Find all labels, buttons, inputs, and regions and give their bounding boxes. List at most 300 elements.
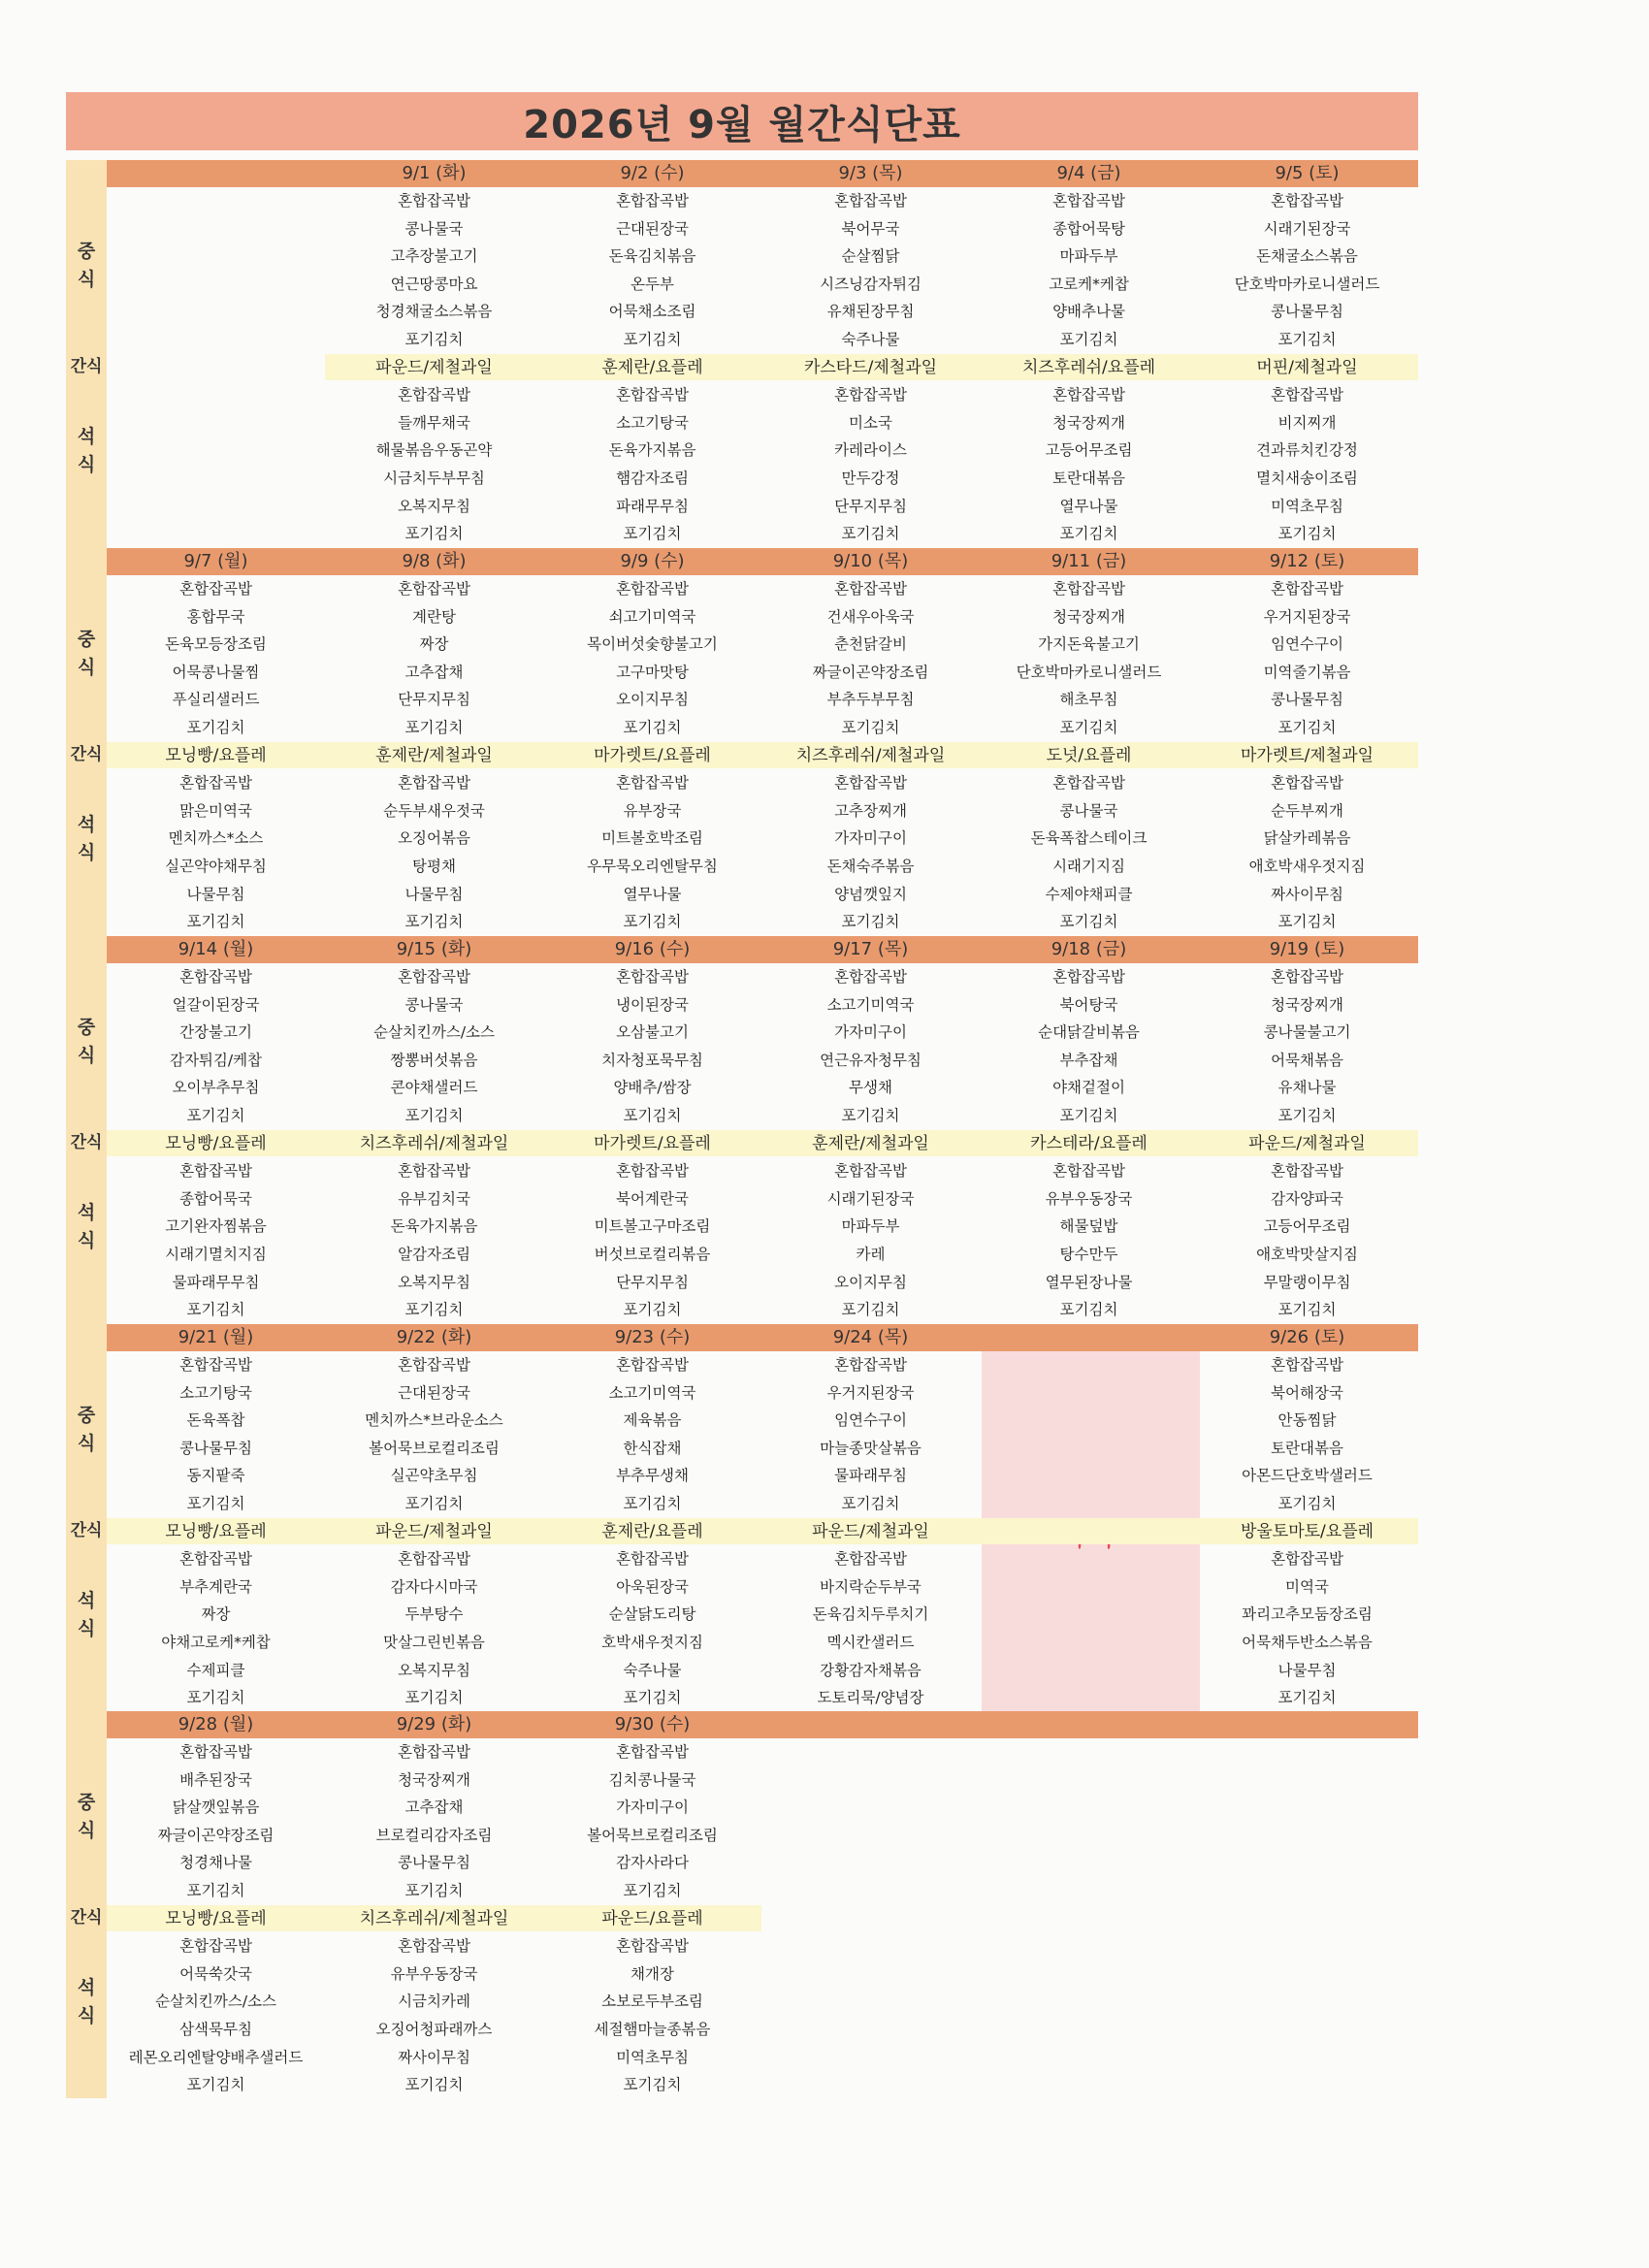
- snack-menu-item: 훈제란/제철과일: [812, 1133, 929, 1153]
- dinner-menu-item: 나물무침: [404, 885, 464, 903]
- lunch-menu-item: 짜장: [419, 635, 449, 654]
- dinner-menu-item: 세절햄마늘종볶음: [594, 2021, 711, 2038]
- dinner-menu-item: 북어계란국: [616, 1189, 689, 1208]
- lunch-menu-item: 안동찜닭: [1277, 1411, 1337, 1430]
- dinner-menu-item: 탕평채: [412, 858, 456, 875]
- dinner-menu-item: 포기김치: [623, 913, 682, 931]
- dinner-menu-item: 혼합잡곡밥: [398, 774, 470, 793]
- dinner-menu-item: [107, 520, 325, 547]
- lunch-menu-item: 볼어묵브로컬리조림: [587, 1826, 718, 1844]
- dinner-menu-item: 만두강정: [841, 470, 900, 487]
- lunch-menu-item: 혼합잡곡밥: [834, 580, 907, 598]
- snack-label: 간식: [70, 744, 103, 764]
- dinner-menu-item: 채개장: [630, 1964, 674, 1983]
- snack-label: 간식: [70, 356, 103, 376]
- dinner-menu-item: 혼합잡곡밥: [1052, 386, 1125, 405]
- dinner-menu-item: 물파래무무침: [172, 1273, 260, 1291]
- dinner-menu-item: 포기김치: [404, 1301, 464, 1319]
- dinner-menu-item: 혼합잡곡밥: [616, 1937, 689, 1956]
- dinner-menu-item: 혼합잡곡밥: [1052, 774, 1125, 793]
- snack-menu-item: 파운드/제철과일: [375, 1521, 493, 1541]
- dinner-menu-item: 미트볼고구마조림: [594, 1217, 711, 1236]
- dinner-menu-item: 맑은미역국: [179, 801, 252, 820]
- dinner-menu-item: 혼합잡곡밥: [616, 1162, 689, 1181]
- dinner-menu-item: 알감자조림: [398, 1246, 470, 1263]
- lunch-menu-item: 한식잡채: [623, 1439, 682, 1457]
- dinner-label: 석 식: [77, 1977, 96, 2027]
- date-header: 9/10 (목): [832, 551, 909, 571]
- lunch-menu-item: 배추된장국: [179, 1770, 252, 1789]
- snack-menu-item: 치즈후레쉬/제철과일: [359, 1133, 509, 1153]
- lunch-menu-item: 얼갈이된장국: [172, 995, 260, 1014]
- lunch-menu-item: 물파래무침: [834, 1467, 907, 1485]
- dinner-menu-item: 닭살카레볶음: [1263, 829, 1351, 848]
- dinner-menu-item: 혼합잡곡밥: [834, 774, 907, 793]
- lunch-menu-item: [980, 1490, 1198, 1517]
- dinner-menu-item: 열무나물: [623, 885, 682, 903]
- dinner-menu-item: 해물볶음우동곤약: [375, 441, 493, 460]
- dinner-menu-item: 유부우동장국: [390, 1964, 478, 1983]
- dinner-menu-item: 탕수만두: [1059, 1246, 1118, 1263]
- dinner-menu-item: 햄감자조림: [616, 470, 689, 487]
- lunch-menu-item: 단호박마카로니샐러드: [1016, 663, 1162, 681]
- dinner-menu-item: 카레: [856, 1246, 886, 1263]
- dinner-menu-item: 순두부찌개: [1271, 801, 1343, 820]
- lunch-menu-item: 연근유자청무침: [820, 1051, 922, 1069]
- snack-label: 간식: [70, 1907, 103, 1928]
- dinner-menu-item: 포기김치: [186, 1301, 245, 1319]
- date-header: 9/22 (화): [396, 1327, 472, 1347]
- dinner-menu-item: 포기김치: [404, 2076, 464, 2094]
- lunch-menu-item: 돈채굴소스볶음: [1256, 247, 1358, 266]
- lunch-menu-item: 오이지무침: [616, 691, 689, 709]
- lunch-menu-item: [107, 326, 325, 353]
- lunch-menu-item: 포기김치: [1277, 1107, 1337, 1124]
- dinner-menu-item: 순두부새우젓국: [383, 801, 485, 820]
- lunch-menu-item: 청경채나물: [179, 1854, 252, 1872]
- date-header: 9/15 (화): [396, 939, 472, 959]
- dinner-menu-item: 유부우동장국: [1045, 1189, 1133, 1208]
- lunch-menu-item: 오이부추무침: [172, 1079, 260, 1097]
- lunch-menu-item: [980, 1379, 1198, 1407]
- lunch-label: 중 식: [77, 1792, 96, 1841]
- dinner-menu-item: 고기완자찜볶음: [165, 1217, 267, 1236]
- lunch-menu-item: 숙주나물: [841, 331, 900, 348]
- lunch-menu-item: 포기김치: [404, 1107, 464, 1124]
- dinner-menu-item: 혼합잡곡밥: [398, 1550, 470, 1569]
- dinner-menu-item: 혼합잡곡밥: [1271, 1162, 1343, 1181]
- snack-menu-item: 파운드/제철과일: [375, 357, 493, 377]
- lunch-menu-item: 유채된장무침: [826, 303, 915, 321]
- date-header: 9/2 (수): [620, 163, 685, 183]
- lunch-menu-item: [107, 271, 325, 298]
- dinner-menu-item: 멸치새송이조림: [1256, 470, 1358, 487]
- lunch-menu-item: 콩나물국: [404, 995, 464, 1014]
- lunch-menu-item: 멘치까스*브라운소스: [365, 1411, 503, 1430]
- dinner-menu-item: 수제피클: [186, 1661, 245, 1679]
- date-header: 9/21 (월): [178, 1327, 254, 1347]
- dinner-menu-item: 혼합잡곡밥: [179, 1162, 252, 1181]
- lunch-menu-item: 혼합잡곡밥: [1271, 968, 1343, 986]
- dinner-menu-item: 실곤약야채무침: [165, 858, 267, 875]
- lunch-menu-item: 혼합잡곡밥: [1052, 968, 1125, 986]
- dinner-menu-item: 나물무침: [1277, 1661, 1337, 1679]
- lunch-menu-item: [107, 298, 325, 325]
- dinner-menu-item: 비지찌개: [1277, 413, 1337, 432]
- snack-menu-item: 마가렛트/요플레: [594, 745, 711, 765]
- snack-menu-item: [107, 354, 325, 381]
- lunch-menu-item: 혼합잡곡밥: [179, 1743, 252, 1761]
- date-header: 9/30 (수): [614, 1714, 691, 1734]
- dinner-menu-item: 멕시칸샐러드: [826, 1634, 915, 1651]
- lunch-menu-item: 가자미구이: [616, 1798, 689, 1817]
- lunch-menu-item: 돈육모등장조림: [165, 635, 267, 654]
- dinner-menu-item: 혼합잡곡밥: [1052, 1162, 1125, 1181]
- dinner-menu-item: 돈채숙주볶음: [826, 858, 915, 875]
- dinner-menu-item: [107, 409, 325, 437]
- dinner-menu-item: [980, 1657, 1198, 1684]
- dinner-label: 석 식: [77, 814, 96, 864]
- dinner-menu-item: 카레라이스: [834, 441, 907, 460]
- dinner-menu-item: 혼합잡곡밥: [398, 1162, 470, 1181]
- dinner-menu-item: 미역초무침: [616, 2048, 689, 2066]
- lunch-menu-item: 부추잡채: [1059, 1051, 1118, 1069]
- lunch-menu-item: 목이버섯숯향불고기: [587, 635, 718, 654]
- dinner-menu-item: 포기김치: [1059, 913, 1118, 931]
- snack-label: 간식: [70, 1132, 103, 1152]
- lunch-menu-item: 짜글이곤약장조림: [157, 1826, 275, 1844]
- snack-menu-item: [980, 1518, 1198, 1545]
- lunch-menu-item: [980, 1351, 1198, 1378]
- lunch-menu-item: 브로컬리감자조림: [375, 1826, 493, 1844]
- dinner-menu-item: 오복지무침: [398, 497, 470, 515]
- lunch-menu-item: 포기김치: [1059, 1107, 1118, 1124]
- snack-menu-item: 모닝빵/요플레: [165, 745, 267, 765]
- dinner-menu-item: 감자양파국: [1271, 1189, 1343, 1208]
- lunch-menu-item: 혼합잡곡밥: [616, 968, 689, 986]
- lunch-menu-item: 순살치킨까스/소스: [372, 1023, 495, 1042]
- dinner-menu-item: 버섯브로컬리볶음: [594, 1246, 711, 1263]
- dinner-menu-item: 포기김치: [841, 525, 900, 543]
- lunch-menu-item: 단호박마카로니샐러드: [1234, 275, 1380, 293]
- dinner-menu-item: 짜사이무침: [398, 2048, 470, 2066]
- lunch-menu-item: 감자튀김/케찹: [169, 1051, 263, 1069]
- lunch-label: 중 식: [77, 241, 96, 290]
- dinner-menu-item: 고등어무조림: [1045, 441, 1133, 460]
- lunch-menu-item: 혼합잡곡밥: [1271, 192, 1343, 210]
- lunch-menu-item: 고구마맛탕: [616, 663, 689, 681]
- lunch-menu-item: 혼합잡곡밥: [398, 580, 470, 598]
- snack-menu-item: 도넛/요플레: [1046, 745, 1132, 765]
- lunch-menu-item: 우거지된장국: [826, 1383, 915, 1402]
- lunch-menu-item: 순대닭갈비볶음: [1038, 1023, 1140, 1042]
- dinner-menu-item: 혼합잡곡밥: [1271, 774, 1343, 793]
- dinner-menu-item: 호박새우젓지짐: [601, 1634, 703, 1651]
- lunch-menu-item: 고추잡채: [404, 663, 464, 681]
- dinner-label: 석 식: [77, 426, 96, 476]
- lunch-menu-item: 청국장찌개: [1052, 607, 1125, 626]
- lunch-menu-item: 마늘종맛살볶음: [820, 1439, 922, 1457]
- dinner-menu-item: 포기김치: [186, 1689, 245, 1707]
- dinner-label: 석 식: [77, 1590, 96, 1640]
- date-header: 9/3 (목): [838, 163, 903, 183]
- dinner-menu-item: 열무나물: [1059, 497, 1118, 515]
- dinner-menu-item: 혼합잡곡밥: [616, 1550, 689, 1569]
- date-header: 9/26 (토): [1269, 1327, 1345, 1347]
- snack-label: 간식: [70, 1520, 103, 1540]
- lunch-menu-item: 시래기된장국: [1263, 219, 1351, 238]
- page-title: 2026년 9월 월간식단표: [523, 102, 961, 147]
- dinner-menu-item: 소보로두부조림: [601, 1993, 703, 2011]
- lunch-menu-item: 혼합잡곡밥: [179, 968, 252, 986]
- dinner-menu-item: 무말랭이무침: [1263, 1273, 1351, 1291]
- lunch-menu-item: 콩나물국: [404, 219, 464, 238]
- lunch-menu-item: 콩나물무침: [1271, 303, 1343, 321]
- date-header: [107, 160, 325, 187]
- lunch-menu-item: 혼합잡곡밥: [1052, 192, 1125, 210]
- dinner-menu-item: 삼색묵무침: [179, 2021, 252, 2038]
- date-header: 9/11 (금): [1051, 551, 1127, 571]
- dinner-menu-item: 마파두부: [841, 1217, 900, 1236]
- lunch-menu-item: 혼합잡곡밥: [834, 192, 907, 210]
- dinner-menu-item: 애호박새우젓지짐: [1248, 858, 1366, 875]
- date-header: 9/29 (화): [396, 1714, 472, 1734]
- dinner-menu-item: 포기김치: [841, 1301, 900, 1319]
- dinner-menu-item: 혼합잡곡밥: [1271, 386, 1343, 405]
- snack-menu-item: 파운드/제철과일: [1248, 1133, 1366, 1153]
- lunch-menu-item: 포기김치: [404, 719, 464, 736]
- lunch-menu-item: 혼합잡곡밥: [1271, 1356, 1343, 1374]
- dinner-menu-item: 포기김치: [1277, 1301, 1337, 1319]
- dinner-menu-item: 혼합잡곡밥: [616, 774, 689, 793]
- dinner-menu-item: 포기김치: [186, 2076, 245, 2094]
- dinner-menu-item: 도토리묵/양념장: [817, 1689, 924, 1707]
- lunch-menu-item: 순살찜닭: [841, 247, 900, 266]
- snack-menu-item: 모닝빵/요플레: [165, 1521, 267, 1541]
- lunch-menu-item: 푸실리샐러드: [172, 691, 260, 709]
- lunch-menu-item: 혼합잡곡밥: [398, 192, 470, 210]
- lunch-menu-item: 소고기미역국: [608, 1383, 696, 1402]
- dinner-menu-item: [980, 1545, 1198, 1572]
- date-header: 9/1 (화): [402, 163, 467, 183]
- lunch-menu-item: 포기김치: [1059, 331, 1118, 348]
- lunch-menu-item: 청국장찌개: [1271, 995, 1343, 1014]
- lunch-menu-item: 온두부: [630, 275, 674, 293]
- lunch-menu-item: 짱뽕버섯볶음: [390, 1051, 478, 1069]
- lunch-menu-item: 쇠고기미역국: [608, 607, 696, 626]
- dinner-menu-item: 종합어묵국: [179, 1189, 252, 1208]
- dinner-menu-item: 돈육가지볶음: [608, 441, 696, 460]
- lunch-menu-item: 토란대볶음: [1271, 1439, 1343, 1457]
- dinner-menu-item: 단무지무침: [616, 1273, 689, 1291]
- dinner-menu-item: 포기김치: [841, 913, 900, 931]
- lunch-menu-item: 혼합잡곡밥: [1052, 580, 1125, 598]
- lunch-menu-item: 소고기탕국: [179, 1383, 252, 1402]
- date-header: 9/8 (화): [402, 551, 467, 571]
- dinner-menu-item: 수제야채피클: [1045, 885, 1133, 903]
- lunch-menu-item: 냉이된장국: [616, 995, 689, 1014]
- lunch-menu-item: 우거지된장국: [1263, 607, 1351, 626]
- lunch-menu-item: 혼합잡곡밥: [179, 580, 252, 598]
- dinner-menu-item: 애호박맛살지짐: [1256, 1246, 1358, 1263]
- lunch-menu-item: 홍합무국: [186, 607, 245, 626]
- dinner-menu-item: 혼합잡곡밥: [179, 774, 252, 793]
- lunch-menu-item: 혼합잡곡밥: [179, 1356, 252, 1374]
- lunch-menu-item: 감자사라다: [616, 1854, 689, 1872]
- lunch-menu-item: 야채겉절이: [1052, 1079, 1125, 1097]
- lunch-menu-item: 포기김치: [1277, 719, 1337, 736]
- dinner-menu-item: 미역국: [1285, 1577, 1329, 1596]
- dinner-menu-item: 견과류치킨강정: [1256, 441, 1358, 460]
- lunch-menu-item: 포기김치: [623, 1882, 682, 1899]
- lunch-menu-item: 포기김치: [623, 1495, 682, 1512]
- date-header: 9/24 (목): [832, 1327, 909, 1347]
- dinner-menu-item: 고등어무조림: [1263, 1217, 1351, 1236]
- lunch-menu-item: 포기김치: [841, 719, 900, 736]
- dinner-menu-item: 시래기지짐: [1052, 858, 1125, 875]
- lunch-menu-item: 간장불고기: [179, 1023, 252, 1042]
- dinner-menu-item: 혼합잡곡밥: [834, 386, 907, 405]
- dinner-menu-item: 미트볼호박조림: [601, 829, 703, 848]
- lunch-menu-item: 근대된장국: [398, 1383, 470, 1402]
- dinner-menu-item: 맛살그린빈볶음: [383, 1634, 485, 1651]
- dinner-menu-item: 청국장찌개: [1052, 413, 1125, 432]
- snack-menu-item: 파운드/요플레: [601, 1908, 703, 1928]
- lunch-menu-item: 부추무생채: [616, 1467, 689, 1485]
- lunch-label: 중 식: [77, 629, 96, 678]
- lunch-menu-item: 콩나물무침: [398, 1854, 470, 1872]
- lunch-menu-item: 어묵콩나물찜: [172, 663, 260, 681]
- lunch-menu-item: 어묵채볶음: [1271, 1051, 1343, 1069]
- lunch-menu-item: [980, 1435, 1198, 1462]
- dinner-menu-item: 포기김치: [1277, 1689, 1337, 1707]
- lunch-menu-item: 혼합잡곡밥: [616, 1356, 689, 1374]
- lunch-menu-item: 양배추/쌈장: [613, 1079, 692, 1097]
- lunch-menu-item: 아몬드단호박샐러드: [1242, 1467, 1373, 1485]
- dinner-menu-item: 토란대볶음: [1052, 470, 1125, 487]
- dinner-menu-item: 포기김치: [404, 913, 464, 931]
- date-header: 9/23 (수): [614, 1327, 691, 1347]
- lunch-menu-item: 포기김치: [1277, 1495, 1337, 1512]
- lunch-menu-item: 혼합잡곡밥: [616, 580, 689, 598]
- lunch-menu-item: 청경채굴소스볶음: [375, 303, 493, 321]
- date-header: [980, 1324, 1198, 1351]
- dinner-menu-item: 포기김치: [623, 2076, 682, 2094]
- lunch-label: 중 식: [77, 1017, 96, 1066]
- lunch-menu-item: 어묵채소조림: [608, 303, 696, 321]
- dinner-menu-item: 혼합잡곡밥: [616, 386, 689, 405]
- lunch-menu-item: 혼합잡곡밥: [834, 968, 907, 986]
- dinner-menu-item: 혼합잡곡밥: [179, 1937, 252, 1956]
- dinner-menu-item: 순살치킨까스/소스: [154, 1993, 276, 2011]
- dinner-menu-item: 오복지무침: [398, 1661, 470, 1679]
- dinner-menu-item: 돈육가지볶음: [390, 1217, 478, 1236]
- dinner-menu-item: 미역초무침: [1271, 497, 1343, 515]
- lunch-menu-item: 양배추나물: [1052, 303, 1125, 321]
- lunch-menu-item: 포기김치: [623, 719, 682, 736]
- lunch-menu-item: 혼합잡곡밥: [616, 1743, 689, 1761]
- lunch-menu-item: 청국장찌개: [398, 1770, 470, 1789]
- dinner-menu-item: 시금치카레: [398, 1993, 470, 2011]
- dinner-menu-item: [980, 1573, 1198, 1601]
- date-header: 9/19 (토): [1269, 939, 1345, 959]
- lunch-menu-item: 가자미구이: [834, 1023, 907, 1042]
- dinner-menu-item: 포기김치: [1277, 525, 1337, 543]
- lunch-menu-item: 볼어묵브로컬리조림: [369, 1439, 500, 1457]
- lunch-menu-item: 임연수구이: [1271, 635, 1343, 654]
- lunch-menu-item: 춘천닭갈비: [834, 635, 907, 654]
- lunch-menu-item: 짜글이곤약장조림: [812, 663, 929, 681]
- dinner-menu-item: 포기김치: [404, 525, 464, 543]
- lunch-menu-item: 치자청포묵무침: [601, 1051, 703, 1069]
- dinner-menu-item: 시래기멸치지짐: [165, 1246, 267, 1263]
- dinner-menu-item: 멘치까스*소스: [168, 829, 264, 848]
- dinner-menu-item: 포기김치: [623, 1689, 682, 1707]
- lunch-menu-item: [980, 1462, 1198, 1489]
- snack-menu-item: 훈제란/요플레: [601, 1521, 703, 1541]
- lunch-menu-item: 임연수구이: [834, 1411, 907, 1430]
- dinner-menu-item: 고추장찌개: [834, 801, 907, 820]
- lunch-menu-item: 소고기미역국: [826, 995, 915, 1014]
- date-header: 9/28 (월): [178, 1714, 254, 1734]
- dinner-menu-item: 시금치두부무침: [383, 470, 485, 487]
- lunch-menu-item: 고로케*케찹: [1049, 275, 1129, 293]
- lunch-menu-item: 무생채: [849, 1079, 892, 1097]
- lunch-menu-item: 종합어묵탕: [1052, 219, 1125, 238]
- dinner-menu-item: [107, 381, 325, 408]
- snack-menu-item: 카스테라/요플레: [1030, 1133, 1148, 1153]
- date-header: 9/5 (토): [1275, 163, 1340, 183]
- dinner-menu-item: 오이지무침: [834, 1273, 907, 1291]
- snack-menu-item: 방울토마토/요플레: [1240, 1521, 1374, 1541]
- date-header: 9/17 (목): [832, 939, 909, 959]
- dinner-menu-item: 포기김치: [1277, 913, 1337, 931]
- lunch-menu-item: 혼합잡곡밥: [398, 968, 470, 986]
- snack-menu-item: 카스타드/제철과일: [803, 357, 938, 377]
- lunch-menu-item: 닭살깻잎볶음: [172, 1798, 260, 1817]
- lunch-menu-item: 혼합잡곡밥: [1271, 580, 1343, 598]
- dinner-menu-item: 포기김치: [623, 525, 682, 543]
- lunch-menu-item: 건새우아욱국: [826, 607, 915, 626]
- lunch-menu-item: 포기김치: [404, 1495, 464, 1512]
- dinner-menu-item: 레몬오리엔탈양배추샐러드: [128, 2048, 304, 2066]
- dinner-menu-item: 나물무침: [186, 885, 245, 903]
- lunch-menu-item: 북어무국: [841, 219, 900, 238]
- dinner-menu-item: 강황감자채볶음: [820, 1661, 922, 1679]
- date-header: 9/4 (금): [1056, 163, 1121, 183]
- dinner-menu-item: [980, 1601, 1198, 1628]
- dinner-menu-item: 혼합잡곡밥: [834, 1550, 907, 1569]
- lunch-menu-item: 북어해장국: [1271, 1383, 1343, 1402]
- dinner-menu-item: 짜장: [201, 1605, 231, 1624]
- dinner-menu-item: 우무묵오리엔탈무침: [587, 858, 718, 875]
- dinner-menu-item: 열무된장나물: [1045, 1273, 1133, 1291]
- dinner-menu-item: 혼합잡곡밥: [1271, 1550, 1343, 1569]
- dinner-menu-item: 포기김치: [1059, 1301, 1118, 1319]
- lunch-menu-item: 미역줄기볶음: [1263, 663, 1351, 681]
- lunch-menu-item: 김치콩나물국: [608, 1770, 696, 1789]
- lunch-menu-item: 돈육폭찹: [186, 1411, 245, 1430]
- dinner-menu-item: 감자다시마국: [390, 1577, 478, 1596]
- lunch-menu-item: 혼합잡곡밥: [834, 1356, 907, 1374]
- dinner-menu-item: 바지락순두부국: [820, 1577, 922, 1596]
- lunch-menu-item: 유채나물: [1277, 1079, 1337, 1097]
- dinner-menu-item: 유부장국: [623, 801, 682, 820]
- dinner-menu-item: 꽈리고추모둠장조림: [1242, 1605, 1373, 1624]
- dinner-menu-item: 들깨무채국: [398, 413, 470, 432]
- lunch-menu-item: 포기김치: [186, 719, 245, 736]
- lunch-menu-item: 콩나물불고기: [1263, 1023, 1351, 1042]
